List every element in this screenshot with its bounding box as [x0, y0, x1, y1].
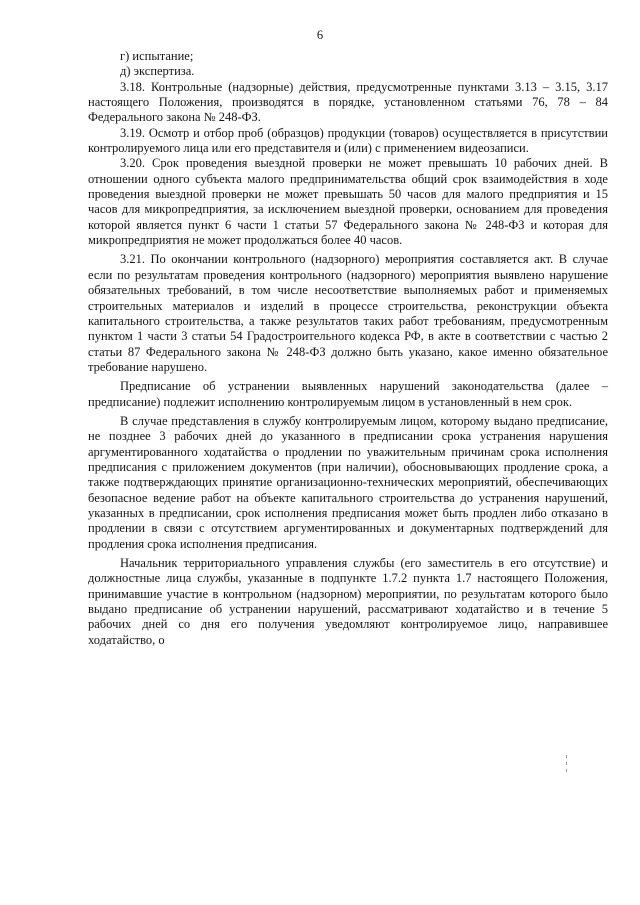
paragraph-3-21: 3.21. По окончании контрольного (надзорного) мероприятия составляется акт. В случае если по результатам проведения контрольного (надзорного) мероприятия выявлено нарушение обязательных требований, в том числе несоответствие выполняемых работ и применяемых строительных материалов и изделий в процессе строительства, реконструкции объекта капитального строительства, а также результатов таких работ требованиям, предусмотренным пунктом 1 части 3 статьи 54 Градостроительного кодекса РФ, в акте в соответствии с частью 2 статьи 87 Федерального закона № 248-ФЗ должно быть указано, какое именно обязательное требование нарушено.: [88, 252, 608, 374]
document-body: [88, 49, 608, 648]
paragraph-3-19: 3.19. Осмотр и отбор проб (образцов) продукции (товаров) осуществляется в присутствии контролируемого лица или его представителя и (или) с применением видеозаписи.: [88, 125, 608, 156]
page-number: 6: [316, 28, 324, 42]
paragraph-review-request: Начальник территориального управления службы (его заместитель в его отсутствие) и должностные лица службы, указанные в подпункте 1.7.2 пункта 1.7 настоящего Положения, принимавшие участие в контрольном (надзорном) мероприятии, по результатам которого было выдано предписание об устранении нарушений, рассматривают ходатайство и в течение 5 рабочих дней со дня его получения уведомляют контролируемое лицо, направившее ходатайство, о: [88, 556, 608, 647]
paragraph-extension-request: В случае представления в службу контролируемым лицом, которому выдано предписание, не позднее 3 рабочих дней до указанного в предписании срока устранения нарушения аргументированного ходатайства о продлении по уважительным причинам срока исполнения предписания с приложением документов (при наличии), обосновывающих продление срока, а также подтверждающих принятие организационно-технических мероприятий, обеспечивающих безопасное ведение работ на объекте капитального строительства до устранения нарушений, указанных в предписании, срок исполнения предписания может быть продлен либо отказано в продлении в связи с отсутствием аргументированных и документарных подтверждений для продления срока исполнения предписания.: [88, 413, 608, 551]
paragraph-3-20: 3.20. Срок проведения выездной проверки не может превышать 10 рабочих дней. В отношении одного субъекта малого предпринимательства общий срок взаимодействия в ходе проведения выездной проверки не может превышать 50 часов для малого предприятия и 15 часов для микропредприятия, за исключением выездной проверки, основанием для проведения которой является пункт 6 части 1 статьи 57 Федерального закона № 248-ФЗ и которая для микропредприятия не может продолжаться более 40 часов.: [88, 156, 608, 248]
paragraph-prescription: Предписание об устранении выявленных нарушений законодательства (далее – предписание) подлежит исполнению контролируемым лицом в установленный в нем срок.: [88, 379, 608, 409]
paragraph-3-18: 3.18. Контрольные (надзорные) действия, предусмотренные пунктами 3.13 – 3.15, 3.17 настоящего Положения, производятся в порядке, установленном статьями 76, 78 – 84 Федерального закона № 248-ФЗ.: [88, 79, 608, 125]
list-item-g: г) испытание;: [120, 49, 194, 63]
scan-mark: [566, 755, 568, 779]
list-item-d: д) экспертиза.: [120, 64, 195, 79]
